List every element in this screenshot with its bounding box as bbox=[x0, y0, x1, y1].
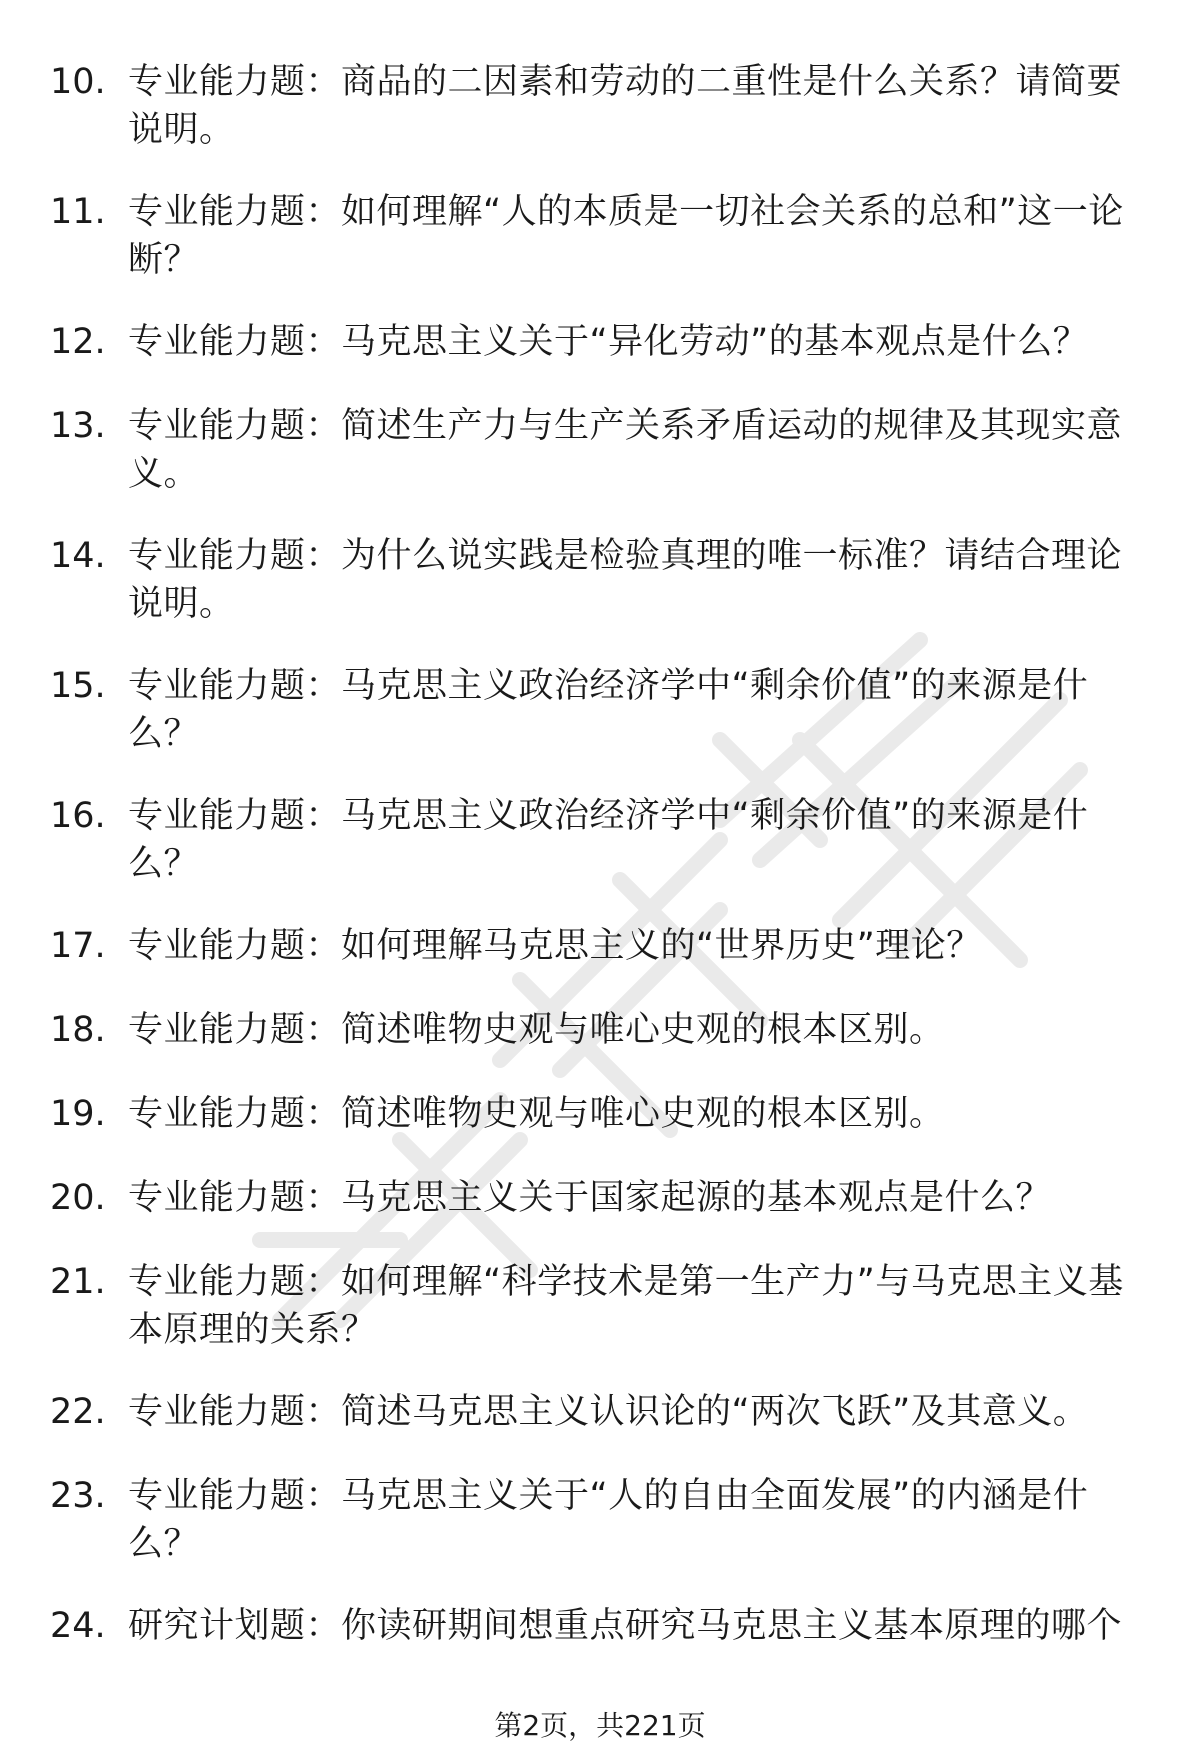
question-number: 17. bbox=[50, 926, 106, 966]
question-item bbox=[50, 662, 1140, 758]
question-text: 专业能力题：简述唯物史观与唯心史观的根本区别。 bbox=[128, 1094, 945, 1134]
question-number: 18. bbox=[50, 1010, 106, 1050]
question-item bbox=[50, 532, 1140, 628]
question-text: 专业能力题：简述马克思主义认识论的“两次飞跃”及其意义。 bbox=[128, 1392, 1089, 1432]
question-number: 22. bbox=[50, 1392, 106, 1432]
question-number: 21. bbox=[50, 1262, 106, 1302]
question-item bbox=[50, 402, 1140, 498]
question-number: 11. bbox=[50, 192, 106, 232]
question-number: 20. bbox=[50, 1178, 106, 1218]
question-number: 23. bbox=[50, 1476, 106, 1516]
question-item bbox=[50, 1174, 1140, 1222]
question-text: 研究计划题：你读研期间想重点研究马克思主义基本原理的哪个 bbox=[128, 1606, 1123, 1646]
question-text: 专业能力题：如何理解马克思主义的“世界历史”理论？ bbox=[128, 926, 982, 966]
question-item bbox=[50, 1602, 1140, 1650]
question-text: 专业能力题：如何理解“科学技术是第一生产力”与马克思主义基本原理的关系？ bbox=[128, 1262, 1124, 1350]
question-text: 专业能力题：马克思主义政治经济学中“剩余价值”的来源是什么？ bbox=[128, 666, 1089, 754]
question-text: 专业能力题：简述唯物史观与唯心史观的根本区别。 bbox=[128, 1010, 945, 1050]
question-item bbox=[50, 1472, 1140, 1568]
question-number: 14. bbox=[50, 536, 106, 576]
question-number: 19. bbox=[50, 1094, 106, 1134]
page-footer: 第2页，共221页 bbox=[494, 1709, 706, 1742]
question-item bbox=[50, 318, 1140, 366]
question-number: 15. bbox=[50, 666, 106, 706]
question-number: 24. bbox=[50, 1606, 106, 1646]
question-number: 12. bbox=[50, 322, 106, 362]
question-text: 专业能力题：马克思主义关于“异化劳动”的基本观点是什么？ bbox=[128, 322, 1089, 362]
question-item bbox=[50, 58, 1140, 154]
question-item bbox=[50, 1388, 1140, 1436]
question-text: 专业能力题：如何理解“人的本质是一切社会关系的总和”这一论断？ bbox=[128, 192, 1124, 280]
question-number: 10. bbox=[50, 62, 106, 102]
question-text: 专业能力题：商品的二因素和劳动的二重性是什么关系？请简要说明。 bbox=[128, 62, 1123, 150]
question-text: 专业能力题：马克思主义政治经济学中“剩余价值”的来源是什么？ bbox=[128, 796, 1089, 884]
question-item bbox=[50, 1258, 1140, 1354]
question-number: 13. bbox=[50, 406, 106, 446]
question-item bbox=[50, 1006, 1140, 1054]
question-text: 专业能力题：简述生产力与生产关系矛盾运动的规律及其现实意义。 bbox=[128, 406, 1123, 494]
question-item bbox=[50, 188, 1140, 284]
question-text: 专业能力题：马克思主义关于国家起源的基本观点是什么？ bbox=[128, 1178, 1052, 1218]
question-list bbox=[50, 58, 1140, 1686]
question-item bbox=[50, 1090, 1140, 1138]
question-number: 16. bbox=[50, 796, 106, 836]
question-text: 专业能力题：马克思主义关于“人的自由全面发展”的内涵是什么？ bbox=[128, 1476, 1089, 1564]
question-item bbox=[50, 922, 1140, 970]
question-item bbox=[50, 792, 1140, 888]
question-text: 专业能力题：为什么说实践是检验真理的唯一标准？请结合理论说明。 bbox=[128, 536, 1123, 624]
